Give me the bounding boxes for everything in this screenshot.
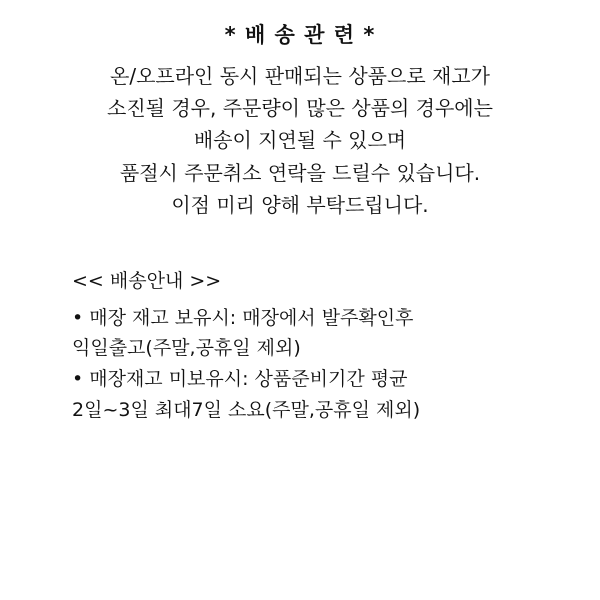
notice-line-1: 온/오프라인 동시 판매되는 상품으로 재고가 bbox=[110, 63, 490, 88]
shipping-guide-item-3: • 매장재고 미보유시: 상품준비기간 평균 bbox=[72, 368, 408, 391]
notice-line-5: 이점 미리 양해 부탁드립니다. bbox=[171, 193, 429, 218]
section-divider-space bbox=[0, 221, 600, 265]
shipping-guide-item-2: 익일출고(주말,공휴일 제외) bbox=[72, 337, 301, 360]
notice-line-2: 소진될 경우, 주문량이 많은 상품의 경우에는 bbox=[107, 95, 493, 120]
shipping-guide-section bbox=[0, 265, 600, 425]
notice-title: * 배 송 관 련 * bbox=[224, 23, 376, 47]
notice-line-4: 품절시 주문취소 연락을 드릴수 있습니다. bbox=[119, 160, 481, 185]
notice-line-3: 배송이 지연될 수 있으며 bbox=[193, 128, 407, 153]
shipping-guide-item-4: 2일~3일 최대7일 소요(주말,공휴일 제외) bbox=[72, 399, 421, 421]
notice-section bbox=[0, 0, 600, 221]
shipping-guide-item-1: • 매장 재고 보유시: 매장에서 발주확인후 bbox=[72, 306, 414, 329]
shipping-guide-title: << 배송안내 >> bbox=[72, 270, 222, 293]
